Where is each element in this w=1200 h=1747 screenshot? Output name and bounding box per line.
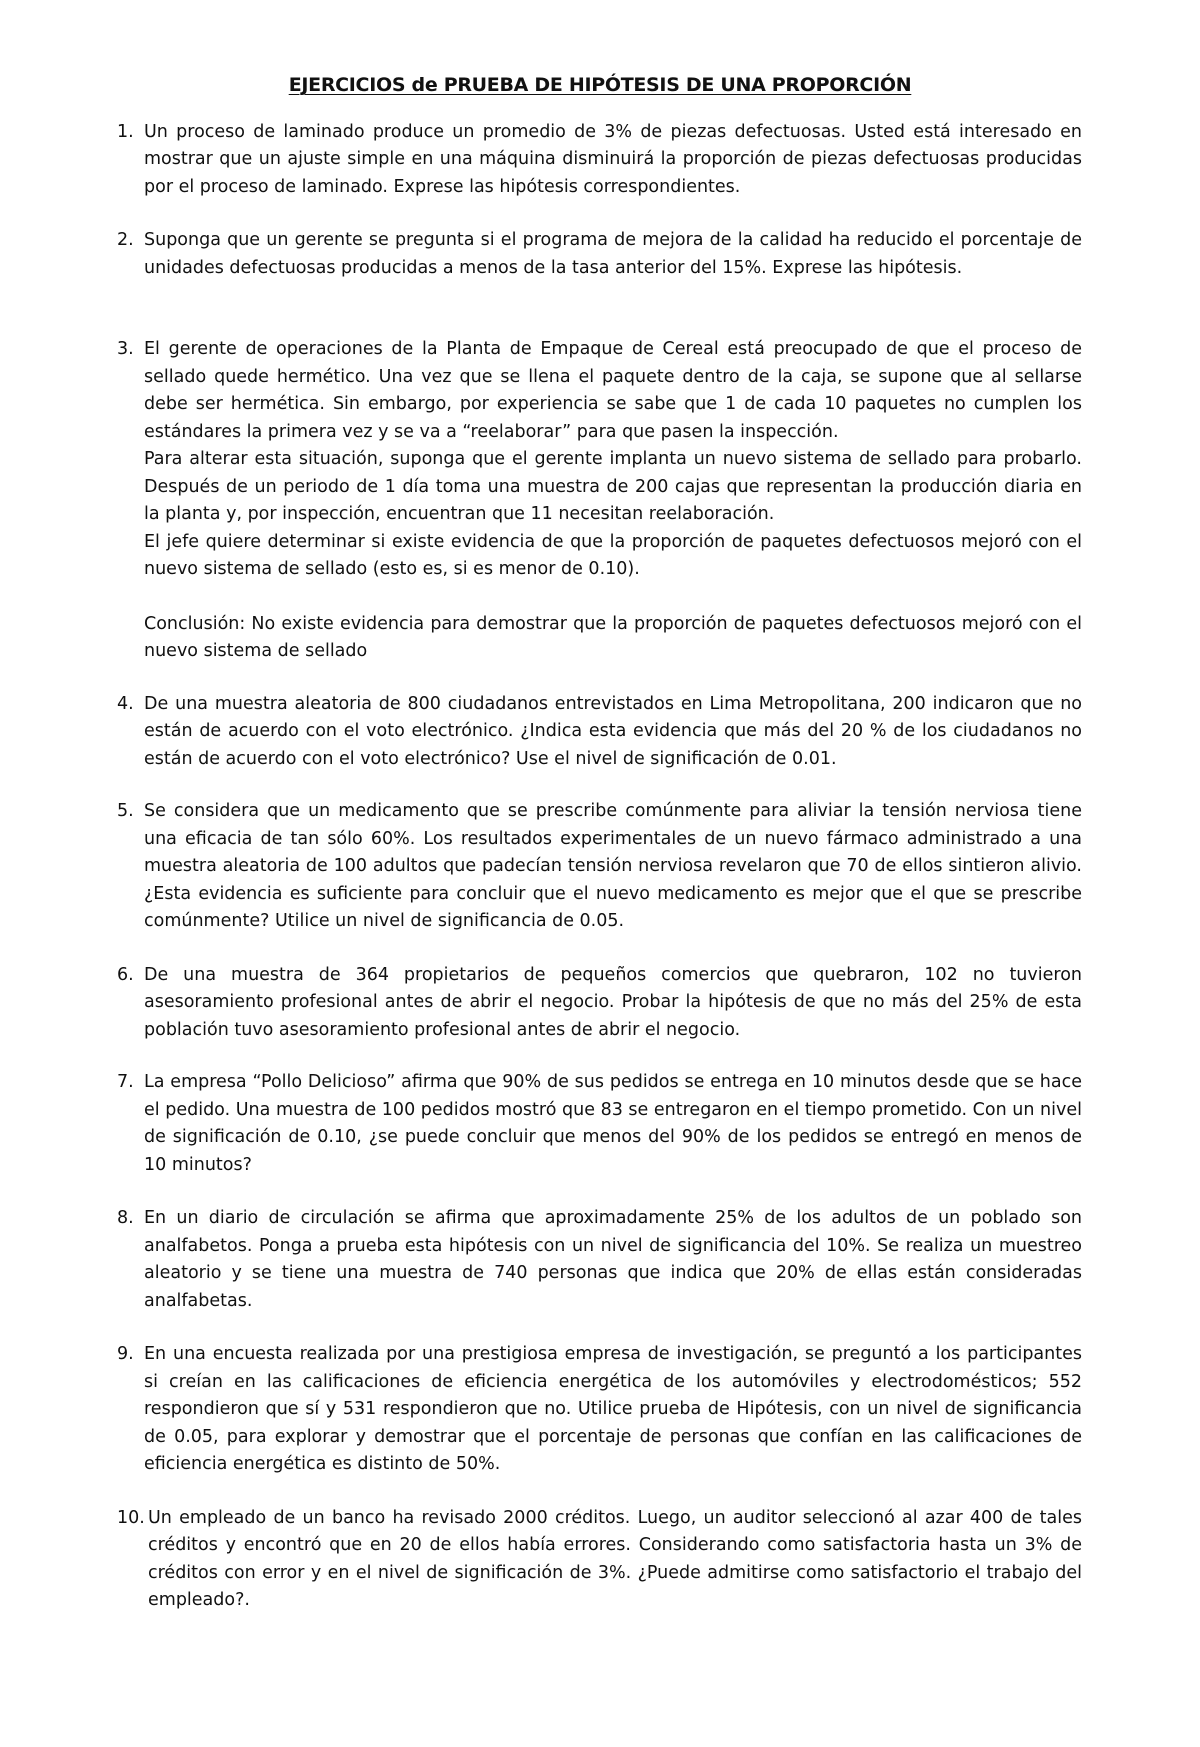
exercise-3 bbox=[118, 336, 1082, 666]
exercise-8 bbox=[118, 1205, 1082, 1315]
exercise-number: 1. bbox=[117, 121, 134, 142]
exercise-text: Para alterar esta situación, suponga que el gerente implanta un nuevo sistema de sellado para probarlo. Después de un periodo de 1 día toma una muestra de 200 cajas que representan la producción diaria en la planta y, por inspección, encuentran que 11 necesitan reelaboración. bbox=[144, 449, 1082, 524]
exercise-text: Un proceso de laminado produce un promedio de 3% de piezas defectuosas. Usted está interesado en mostrar que un ajuste simple en una máquina disminuirá la proporción de piezas defectuosas producidas por el proceso de laminado. Exprese las hipótesis correspondientes. bbox=[144, 121, 1082, 197]
exercise-7 bbox=[118, 1069, 1082, 1179]
exercise-text: El gerente de operaciones de la Planta de Empaque de Cereal está preocupado de que el proceso de sellado quede hermético. Una vez que se llena el paquete dentro de la caja, se supone que al sellarse debe ser hermética. Sin embargo, por experiencia se sabe que 1 de cada 10 paquetes no cumplen los estándares la primera vez y se va a “reelaborar” para que pasen la inspección. bbox=[144, 339, 1082, 442]
exercise-2 bbox=[118, 227, 1082, 282]
exercise-number: 5. bbox=[117, 801, 134, 821]
exercise-6 bbox=[118, 962, 1082, 1045]
exercise-number: 10. bbox=[117, 1507, 145, 1528]
exercise-4 bbox=[118, 691, 1082, 774]
exercise-number: 3. bbox=[117, 339, 134, 359]
exercise-number: 6. bbox=[117, 964, 134, 985]
exercise-text: La empresa “Pollo Delicioso” afirma que 90% de sus pedidos se entrega en 10 minutos desde que se hace el pedido. Una muestra de 100 pedidos mostró que 83 se entregaron en el tiempo prometido. Con un nivel de significación de 0.10, ¿se puede concluir que menos del 90% de los pedidos se entregó en menos de 10 minutos? bbox=[144, 1072, 1082, 1175]
exercise-number: 4. bbox=[117, 693, 134, 714]
exercise-number: 2. bbox=[117, 230, 134, 250]
exercise-text: Suponga que un gerente se pregunta si el programa de mejora de la calidad ha reducido el porcentaje de unidades defectuosas producidas a menos de la tasa anterior del 15%. Exprese las hipótesis. bbox=[144, 230, 1082, 278]
exercise-list bbox=[118, 119, 1082, 1615]
exercise-text: De una muestra de 364 propietarios de pequeños comercios que quebraron, 102 no tuvieron asesoramiento profesional antes de abrir el negocio. Probar la hipótesis de que no más del 25% de esta población tuvo asesoramiento profesional antes de abrir el negocio. bbox=[144, 964, 1082, 1040]
exercise-text: En un diario de circulación se afirma que aproximadamente 25% de los adultos de un poblado son analfabetos. Ponga a prueba esta hipótesis con un nivel de significancia del 10%. Se realiza un muestreo aleatorio y se tiene una muestra de 740 personas que indica que 20% de ellas están consideradas analfabetas. bbox=[144, 1208, 1082, 1311]
exercise-text: El jefe quiere determinar si existe evidencia de que la proporción de paquetes defectuosos mejoró con el nuevo sistema de sellado (esto es, si es menor de 0.10). bbox=[144, 531, 1082, 579]
exercise-text: Un empleado de un banco ha revisado 2000 créditos. Luego, un auditor seleccionó al azar 400 de tales créditos y encontró que en 20 de ellos había errores. Considerando como satisfactoria hasta un 3% de créditos con error y en el nivel de significación de 3%. ¿Puede admitirse como satisfactorio el trabajo del empleado?. bbox=[148, 1507, 1082, 1610]
exercise-conclusion: Conclusión: No existe evidencia para demostrar que la proporción de paquetes defectuosos mejoró con el nuevo sistema de sellado bbox=[144, 613, 1082, 661]
exercise-number: 8. bbox=[117, 1208, 134, 1228]
exercise-text: En una encuesta realizada por una prestigiosa empresa de investigación, se preguntó a los participantes si creían en las calificaciones de eficiencia energética de los automóviles y electrodomésticos; 552 respondieron que sí y 531 respondieron que no. Utilice prueba de Hipótesis, con un nivel de significancia de 0.05, para explorar y demostrar que el porcentaje de personas que confían en las calificaciones de eficiencia energética es distinto de 50%. bbox=[144, 1344, 1082, 1474]
document-title: EJERCICIOS de PRUEBA DE HIPÓTESIS DE UNA PROPORCIÓN bbox=[288, 74, 912, 96]
exercise-number: 7. bbox=[117, 1072, 134, 1092]
exercise-5 bbox=[118, 798, 1082, 936]
exercise-number: 9. bbox=[117, 1344, 134, 1364]
exercise-text: Se considera que un medicamento que se prescribe comúnmente para aliviar la tensión nerviosa tiene una eficacia de tan sólo 60%. Los resultados experimentales de un nuevo fármaco administrado a una muestra aleatoria de 100 adultos que padecían tensión nerviosa revelaron que 70 de ellos sintieron alivio. ¿Esta evidencia es suficiente para concluir que el nuevo medicamento es mejor que el que se prescribe comúnmente? Utilice un nivel de significancia de 0.05. bbox=[144, 801, 1082, 931]
exercise-1 bbox=[118, 119, 1082, 202]
exercise-9 bbox=[118, 1341, 1082, 1479]
exercise-text: De una muestra aleatoria de 800 ciudadanos entrevistados en Lima Metropolitana, 200 indicaron que no están de acuerdo con el voto electrónico. ¿Indica esta evidencia que más del 20 % de los ciudadanos no están de acuerdo con el voto electrónico? Use el nivel de significación de 0.01. bbox=[144, 693, 1082, 769]
exercise-10 bbox=[118, 1505, 1082, 1615]
